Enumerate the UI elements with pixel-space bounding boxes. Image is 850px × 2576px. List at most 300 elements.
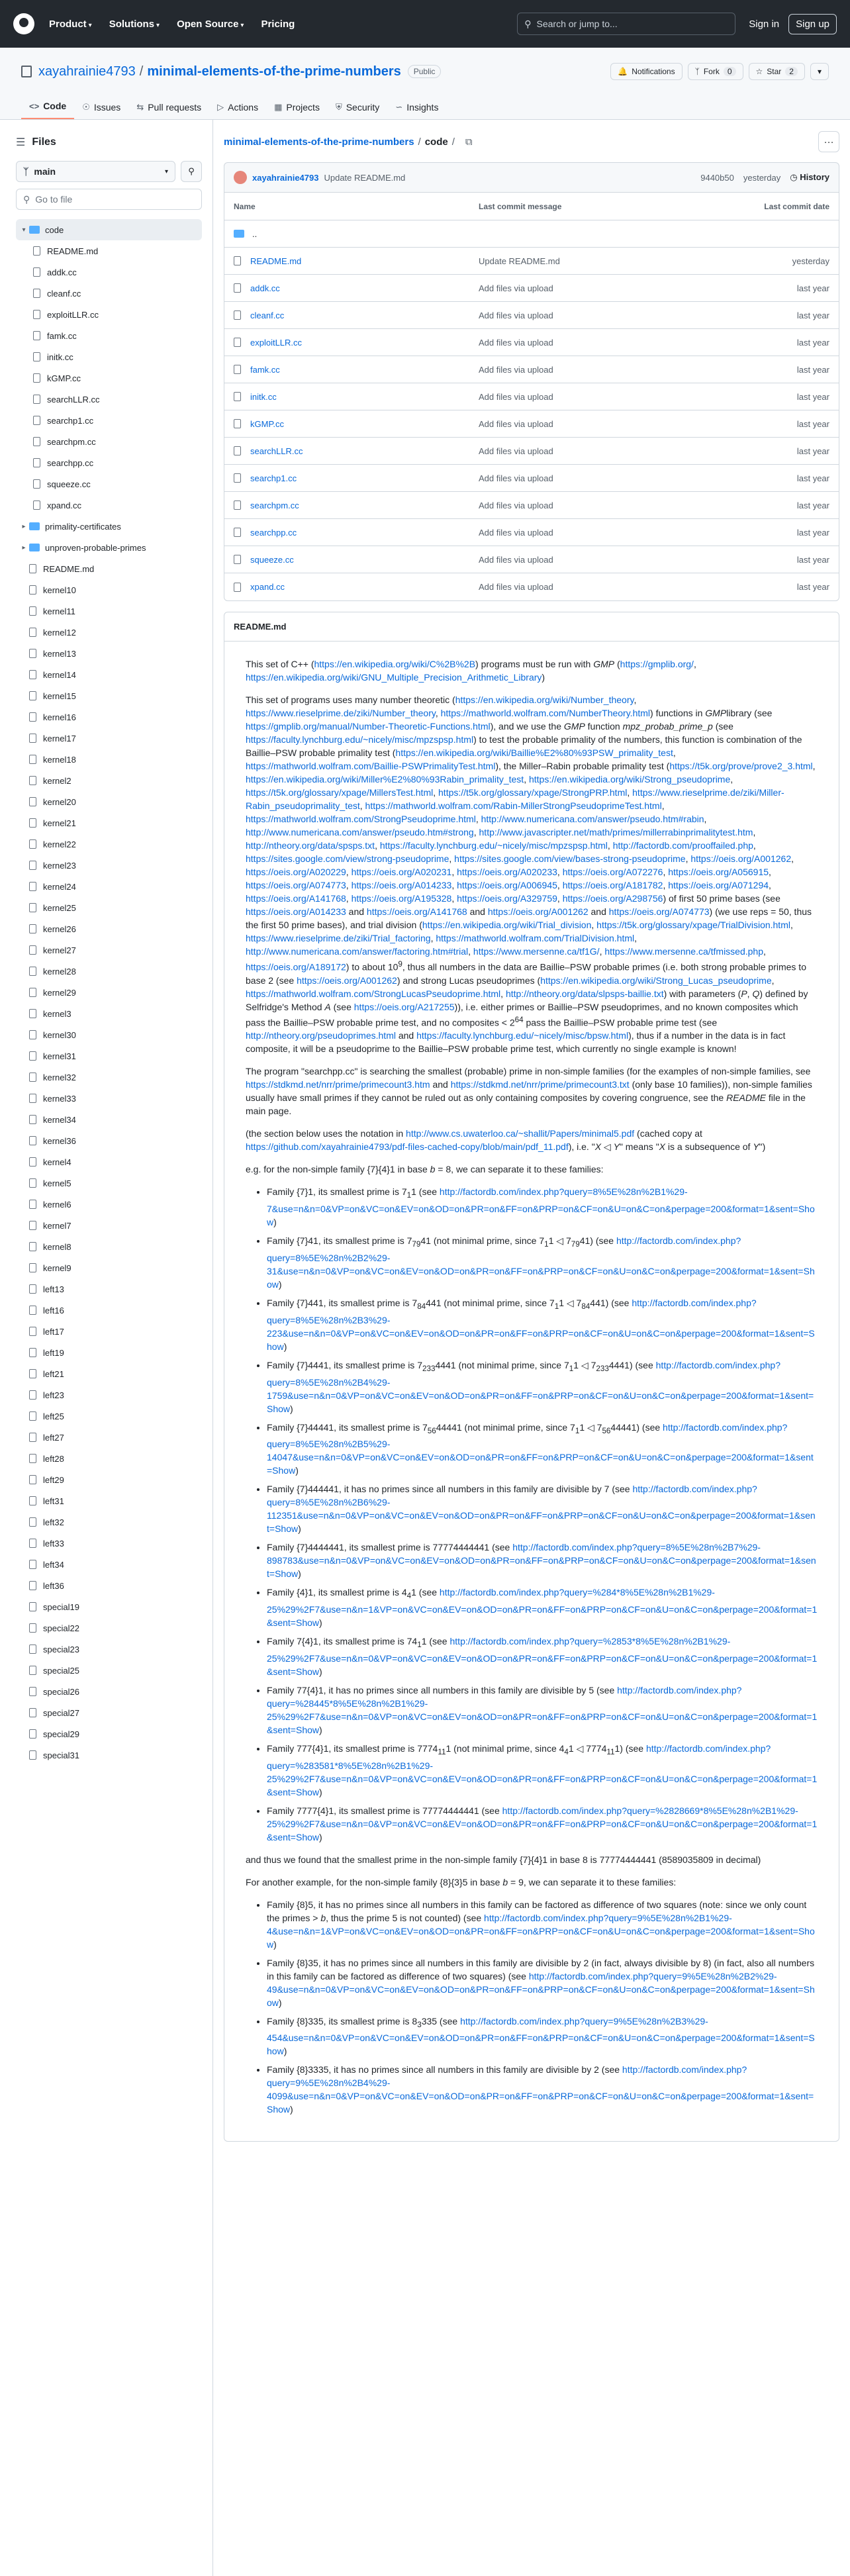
file-icon xyxy=(29,1433,36,1442)
list-item: • Family {7}44441, its smallest prime is $7_{56}44441$ (not minimal prime, since $7_11$ ◁ $7_{56}44441$) (see http://factordb.com/index.php?query=8%5E%28n%2B5%29-14047&use=n&n=0&VP=on&VC=on&EV=on&OD=on&PR=on&FF=on&PRP=on&CF=on&U=on&C=on&perpage=200&format=1&sent=Show) xyxy=(267,1421,818,1478)
file-name-link[interactable]: README.md xyxy=(250,256,302,266)
file-icon xyxy=(29,1390,36,1400)
file-name-link[interactable]: .. xyxy=(252,228,258,239)
readme-link[interactable]: http://factordb.com/index.php?query=8%5E%28n%2B1%29-7&use=n&n=0&VP=on&VC=on&EV=on&OD=on&PR=on&FF=on&PRP=on&CF=on&U=on&C=on&perpage=200&format=1&sent=Show xyxy=(267,1186,815,1228)
readme-link[interactable]: https://oeis.org/A071294 xyxy=(668,880,769,890)
file-icon xyxy=(29,776,36,785)
readme-link[interactable]: https://oeis.org/A006945 xyxy=(457,880,557,890)
commit-date: last year xyxy=(796,391,829,402)
tree-item[interactable]: left33 xyxy=(16,1533,202,1554)
file-icon xyxy=(29,1708,36,1717)
repo-owner-link[interactable]: xayahrainie4793 xyxy=(38,64,136,79)
search-input[interactable]: ⚲ Search or jump to... xyxy=(517,13,735,35)
search-icon: ⚲ xyxy=(23,193,30,205)
tree-item[interactable]: left27 xyxy=(16,1427,202,1448)
tree-item[interactable]: left17 xyxy=(16,1321,202,1342)
readme-panel xyxy=(224,612,839,2142)
table-row[interactable] xyxy=(224,356,839,383)
readme-link[interactable]: https://gmplib.org/ xyxy=(620,659,694,669)
readme-link[interactable]: https://t5k.org/glossary/xpage/StrongPRP.html xyxy=(438,787,628,798)
file-name-link[interactable]: searchpp.cc xyxy=(250,527,297,538)
code-icon: <> xyxy=(29,101,40,111)
file-table xyxy=(224,193,839,601)
tree-item[interactable]: kernel12 xyxy=(16,622,202,643)
readme-link[interactable]: https://oeis.org/A001262 xyxy=(487,906,589,917)
tree-item[interactable]: exploitLLR.cc xyxy=(16,304,202,325)
tab-actions[interactable]: ▷ Actions xyxy=(217,102,259,113)
tree-item[interactable]: squeeze.cc xyxy=(16,473,202,495)
file-icon xyxy=(33,267,40,277)
tree-item[interactable]: kernel5 xyxy=(16,1172,202,1194)
commit-date: last year xyxy=(796,310,829,320)
tab-issues[interactable]: ☉ Issues xyxy=(82,102,121,113)
readme-link[interactable]: https://stdkmd.net/nrr/prime/primecount3.txt xyxy=(450,1079,630,1090)
notifications-button[interactable]: 🔔 Notifications xyxy=(610,63,682,80)
tree-item[interactable]: searchp1.cc xyxy=(16,410,202,431)
branch-selector[interactable]: ᛉ main ▾ xyxy=(16,161,175,182)
readme-link[interactable]: http://ntheory.org/pseudoprimes.html xyxy=(246,1030,396,1041)
file-name-link[interactable]: cleanf.cc xyxy=(250,310,285,320)
readme-link[interactable]: http://factordb.com/index.php?query=9%5E%28n%2B2%29-49&use=n&n=0&VP=on&VC=on&EV=on&OD=on&PR=on&FF=on&PRP=on&CF=on&U=on&C=on&perpage=200&format=1&sent=Show xyxy=(267,1970,815,2008)
tree-item[interactable]: kernel32 xyxy=(16,1067,202,1088)
readme-link[interactable]: https://oeis.org/A001262 xyxy=(690,853,792,864)
tree-item[interactable]: kernel7 xyxy=(16,1215,202,1236)
tree-item[interactable]: kernel22 xyxy=(16,834,202,855)
readme-link[interactable]: https://www.rieselprime.de/ziki/Miller-Rabin_pseudoprimality_test xyxy=(246,787,784,811)
tree-item[interactable]: kernel24 xyxy=(16,876,202,897)
file-name-link[interactable]: addk.cc xyxy=(250,283,280,293)
file-icon xyxy=(33,331,40,340)
readme-paragraph: and thus we found that the smallest prime in the non-simple family {7}{4}1 in base 8 is 77774444441 (8589035809 in decimal) xyxy=(246,1854,761,1865)
readme-link[interactable]: https://oeis.org/A074773 xyxy=(608,906,710,917)
file-icon xyxy=(29,1475,36,1484)
table-row[interactable] xyxy=(224,546,839,573)
tree-item[interactable]: kernel26 xyxy=(16,918,202,939)
file-icon xyxy=(29,585,36,595)
file-name-link[interactable]: squeeze.cc xyxy=(250,554,294,565)
table-row[interactable] xyxy=(224,248,839,275)
tree-item[interactable]: left36 xyxy=(16,1575,202,1596)
commit-message: Add files via upload xyxy=(479,364,553,375)
commit-message: Add files via upload xyxy=(479,446,553,456)
file-icon xyxy=(29,1729,36,1739)
readme-link[interactable]: https://stdkmd.net/nrr/prime/primecount3.htm xyxy=(246,1079,430,1090)
tree-item[interactable]: kernel16 xyxy=(16,706,202,728)
readme-link[interactable]: https://sites.google.com/view/strong-pseudoprime xyxy=(246,853,449,864)
list-item: • Family {7}4444441, its smallest prime is 77774444441 (see http://factordb.com/index.php?query=8%5E%28n%2B7%29-898783&use=n&n=0&VP=on&VC=on&EV=on&OD=on&PR=on&FF=on&PRP=on&CF=on&U=on&C=on&perpage=200&format=1&sent=Show) xyxy=(267,1541,818,1580)
sidebar-title: Files xyxy=(32,136,56,148)
readme-list xyxy=(267,1185,818,1843)
file-icon xyxy=(29,649,36,658)
readme-link[interactable]: https://t5k.org/glossary/xpage/MillersTest.html xyxy=(246,787,434,798)
readme-link[interactable]: https://oeis.org/A181782 xyxy=(562,880,663,890)
readme-link[interactable]: https://oeis.org/A217255 xyxy=(354,1001,455,1012)
list-item: • Family 7{4}1, its smallest prime is $74_11$ (see http://factordb.com/index.php?query=%2853*8%5E%28n%2B1%29-25%29%2F7&use=n&n=0&VP=on&VC=on&EV=on&OD=on&PR=on&FF=on&PRP=on&CF=on&U=on&C=on&perpage=200&format=1&sent=Show) xyxy=(267,1635,818,1678)
readme-link[interactable]: https://oeis.org/A074773 xyxy=(246,880,346,890)
sign-in-link[interactable]: Sign in xyxy=(749,18,780,30)
readme-link[interactable]: https://oeis.org/A195328 xyxy=(351,893,452,904)
tree-item[interactable]: kernel27 xyxy=(16,939,202,961)
tree-item[interactable]: searchpm.cc xyxy=(16,431,202,452)
main-content xyxy=(213,120,850,2576)
readme-link[interactable]: https://oeis.org/A189172 xyxy=(246,961,346,973)
tree-item[interactable]: special27 xyxy=(16,1702,202,1723)
tree-item[interactable]: kernel25 xyxy=(16,897,202,918)
file-icon xyxy=(29,818,36,828)
tree-item[interactable]: kernel30 xyxy=(16,1024,202,1045)
tree-item[interactable]: left32 xyxy=(16,1511,202,1533)
tab-pull-requests[interactable]: ⇆ Pull requests xyxy=(136,102,202,113)
readme-link[interactable]: https://oeis.org/A020231 xyxy=(351,867,452,877)
tree-item[interactable]: left19 xyxy=(16,1342,202,1363)
table-row[interactable] xyxy=(224,438,839,465)
file-icon xyxy=(234,256,241,265)
readme-link[interactable]: http://factordb.com/index.php?query=%284*8%5E%28n%2B1%29-25%29%2F7&use=n&n=1&VP=on&VC=on&EV=on&OD=on&PR=on&FF=on&PRP=on&CF=on&U=on&C=on&perpage=200&format=1&sent=Show xyxy=(267,1587,818,1629)
file-icon xyxy=(29,755,36,764)
tree-item[interactable]: kernel17 xyxy=(16,728,202,749)
file-icon xyxy=(29,1348,36,1357)
list-item: • Family {7}1, its smallest prime is $7_11$ (see http://factordb.com/index.php?query=8%5E%28n%2B1%29-7&use=n&n=0&VP=on&VC=on&EV=on&OD=on&PR=on&FF=on&PRP=on&CF=on&U=on&C=on&perpage=200&format=1&sent=Show) xyxy=(267,1185,818,1229)
tree-item[interactable]: left21 xyxy=(16,1363,202,1384)
file-name-link[interactable]: initk.cc xyxy=(250,391,277,402)
list-item: • Family 7777{4}1, its smallest prime is 77774444441 (see http://factordb.com/index.php?query=%2828669*8%5E%28n%2B1%29-25%29%2F7&use=n&n=0&VP=on&VC=on&EV=on&OD=on&PR=on&FF=on&PRP=on&CF=on&U=on&C=on&perpage=200&format=1&sent=Show) xyxy=(267,1804,818,1844)
file-icon xyxy=(234,310,241,320)
tree-item[interactable]: ▸ primality-certificates xyxy=(16,516,202,537)
tree-item[interactable]: kernel11 xyxy=(16,600,202,622)
security-icon: ⛨ xyxy=(335,102,342,112)
chevron-right-icon: ▸ xyxy=(22,522,26,530)
readme-link[interactable]: https://gmplib.org/manual/Number-Theoretic-Functions.html xyxy=(246,721,491,732)
file-icon xyxy=(29,1327,36,1336)
tree-item[interactable]: left34 xyxy=(16,1554,202,1575)
tree-item[interactable]: left25 xyxy=(16,1406,202,1427)
commit-date: last year xyxy=(796,364,829,375)
tree-item[interactable]: kernel8 xyxy=(16,1236,202,1257)
readme-link[interactable]: https://oeis.org/A329759 xyxy=(457,893,557,904)
readme-link[interactable]: https://github.com/xayahrainie4793/pdf-files-cached-copy/blob/main/pdf_11.pdf xyxy=(246,1141,569,1153)
file-icon xyxy=(29,1517,36,1527)
tree-item[interactable]: kernel21 xyxy=(16,812,202,834)
tree-item[interactable]: kernel13 xyxy=(16,643,202,664)
search-icon: ⚲ xyxy=(524,18,532,29)
tree-item[interactable]: kernel20 xyxy=(16,791,202,812)
file-icon xyxy=(33,395,40,404)
tree-item[interactable]: kernel36 xyxy=(16,1130,202,1151)
readme-link[interactable]: https://www.mersenne.ca/tfmissed.php xyxy=(604,946,764,957)
file-icon xyxy=(29,628,36,637)
commit-message-link[interactable]: Update README.md xyxy=(324,172,406,183)
table-row[interactable] xyxy=(224,383,839,410)
readme-link[interactable]: http://ntheory.org/data/spsps.txt xyxy=(246,840,375,851)
file-icon xyxy=(33,310,40,319)
table-row[interactable] xyxy=(224,329,839,356)
tree-item[interactable]: kernel23 xyxy=(16,855,202,876)
table-row[interactable] xyxy=(224,220,839,248)
file-name-link[interactable]: searchp1.cc xyxy=(250,473,297,483)
bell-icon: 🔔 xyxy=(618,67,628,76)
readme-link[interactable]: http://ntheory.org/data/slpsps-baillie.txt xyxy=(505,988,664,999)
commit-message: Update README.md xyxy=(479,256,560,266)
readme-link[interactable]: http://factordb.com/index.php?query=8%5E%28n%2B5%29-14047&use=n&n=0&VP=on&VC=on&EV=on&OD=on&PR=on&FF=on&PRP=on&CF=on&U=on&C=on&perpage=200&format=1&sent=Show xyxy=(267,1421,814,1476)
tree-item[interactable]: kernel4 xyxy=(16,1151,202,1172)
readme-link[interactable]: https://en.wikipedia.org/wiki/Strong_pseudoprime xyxy=(528,774,731,785)
file-icon xyxy=(29,1539,36,1548)
file-icon xyxy=(29,1263,36,1272)
nav-open-source[interactable]: Open Source ▾ xyxy=(177,18,244,30)
readme-link[interactable]: http://factordb.com/prooffailed.php xyxy=(612,840,753,851)
readme-link[interactable]: https://oeis.org/A072276 xyxy=(562,867,663,877)
table-row[interactable] xyxy=(224,275,839,302)
readme-link[interactable]: https://sites.google.com/view/bases-strong-pseudoprime xyxy=(454,853,686,864)
breadcrumb-repo-link[interactable]: minimal-elements-of-the-prime-numbers xyxy=(224,136,414,148)
readme-link[interactable]: https://mathworld.wolfram.com/StrongLucasPseudoprime.html xyxy=(246,988,501,999)
commit-message: Add files via upload xyxy=(479,337,553,348)
tree-item[interactable]: left23 xyxy=(16,1384,202,1406)
table-row[interactable] xyxy=(224,302,839,329)
more-options-button[interactable] xyxy=(818,131,839,152)
tab-security[interactable]: ⛨ Security xyxy=(335,102,380,113)
file-name-link[interactable]: famk.cc xyxy=(250,364,280,375)
table-row[interactable] xyxy=(224,519,839,546)
readme-link[interactable]: https://en.wikipedia.org/wiki/Number_theory xyxy=(455,694,634,705)
file-name-link[interactable]: searchLLR.cc xyxy=(250,446,303,456)
file-icon xyxy=(33,289,40,298)
readme-link[interactable]: https://www.rieselprime.de/ziki/Number_theory xyxy=(246,708,436,718)
tree-item[interactable]: initk.cc xyxy=(16,346,202,367)
file-icon xyxy=(29,797,36,806)
latest-commit-bar xyxy=(224,162,839,193)
file-icon xyxy=(29,1581,36,1590)
tree-item[interactable]: kernel18 xyxy=(16,749,202,770)
fork-button[interactable]: ᛉ Fork 0 xyxy=(688,63,743,80)
readme-link[interactable]: https://mathworld.wolfram.com/Rabin-MillerStrongPseudoprimeTest.html xyxy=(365,800,662,811)
tree-item[interactable]: kernel2 xyxy=(16,770,202,791)
tree-item[interactable]: left31 xyxy=(16,1490,202,1511)
file-icon xyxy=(234,501,241,510)
readme-content xyxy=(224,642,839,2141)
file-icon xyxy=(29,1306,36,1315)
readme-link[interactable]: http://factordb.com/index.php?query=9%5E%28n%2B1%29-4&use=n&n=1&VP=on&VC=on&EV=on&OD=on&PR=on&FF=on&PRP=on&CF=on&U=on&C=on&perpage=200&format=1&sent=Show xyxy=(267,1912,815,1950)
readme-link[interactable]: http://factordb.com/index.php?query=8%5E%28n%2B2%29-31&use=n&n=0&VP=on&VC=on&EV=on&OD=on&PR=on&FF=on&PRP=on&CF=on&U=on&C=on&perpage=200&format=1&sent=Show xyxy=(267,1235,815,1290)
tab-insights[interactable]: ∽ Insights xyxy=(395,102,439,113)
tree-item[interactable]: special19 xyxy=(16,1596,202,1617)
commit-date: yesterday xyxy=(792,256,829,266)
readme-link[interactable]: https://t5k.org/prove/prove2_3.html xyxy=(669,761,813,771)
tree-item[interactable]: kernel10 xyxy=(16,579,202,600)
folder-icon xyxy=(29,544,40,551)
readme-link[interactable]: http://factordb.com/index.php?query=%28445*8%5E%28n%2B1%29-25%29%2F7&use=n&n=0&VP=on&VC=on&EV=on&OD=on&PR=on&FF=on&PRP=on&CF=on&U=on&C=on&perpage=200&format=1&sent=Show xyxy=(267,1684,818,1735)
readme-link[interactable]: http://factordb.com/index.php?query=9%5E%28n%2B4%29-4099&use=n&n=0&VP=on&VC=on&EV=on&OD=on&PR=on&FF=on&PRP=on&CF=on&U=on&C=on&perpage=200&format=1&sent=Show xyxy=(267,2064,814,2115)
readme-link[interactable]: https://en.wikipedia.org/wiki/Trial_division xyxy=(422,920,592,930)
history-button[interactable]: ◷ History xyxy=(790,172,829,182)
readme-link[interactable]: https://oeis.org/A001262 xyxy=(297,975,397,986)
readme-link[interactable]: http://factordb.com/index.php?query=%283581*8%5E%28n%2B1%29-25%29%2F7&use=n&n=0&VP=on&VC=on&EV=on&OD=on&PR=on&FF=on&PRP=on&CF=on&U=on&C=on&perpage=200&format=1&sent=Show xyxy=(267,1742,818,1797)
tree-item[interactable]: famk.cc xyxy=(16,325,202,346)
tree-item[interactable]: README.md xyxy=(16,240,202,262)
readme-link[interactable]: http://www.cs.uwaterloo.ca/~shallit/Papers/minimal5.pdf xyxy=(406,1128,635,1139)
readme-link[interactable]: https://en.wikipedia.org/wiki/GNU_Multiple_Precision_Arithmetic_Library xyxy=(246,672,542,683)
avatar[interactable] xyxy=(234,171,247,184)
readme-link[interactable]: http://factordb.com/index.php?query=9%5E%28n%2B3%29-454&use=n&n=0&VP=on&VC=on&EV=on&OD=on&PR=on&FF=on&PRP=on&CF=on&U=on&C=on&perpage=200&format=1&sent=Show xyxy=(267,2015,815,2057)
readme-link[interactable]: https://faculty.lynchburg.edu/~nicely/misc/mpzspsp.html xyxy=(379,840,608,851)
file-name-link[interactable]: kGMP.cc xyxy=(250,418,285,429)
tree-item[interactable]: special26 xyxy=(16,1681,202,1702)
tree-item[interactable]: kernel33 xyxy=(16,1088,202,1109)
commit-message: Add files via upload xyxy=(479,500,553,510)
tree-item[interactable]: left29 xyxy=(16,1469,202,1490)
file-icon xyxy=(29,967,36,976)
tree-item[interactable]: kGMP.cc xyxy=(16,367,202,389)
readme-link[interactable]: https://www.rieselprime.de/ziki/Trial_factoring xyxy=(246,933,431,943)
tree-item[interactable]: xpand.cc xyxy=(16,495,202,516)
sign-up-button[interactable]: Sign up xyxy=(788,14,837,34)
star-dropdown-button[interactable] xyxy=(810,63,829,80)
star-button[interactable]: ☆ Star 2 xyxy=(749,63,805,80)
tree-item[interactable]: kernel9 xyxy=(16,1257,202,1278)
commit-time: yesterday xyxy=(743,172,781,183)
list-item: • Family {8}35, it has no primes since all numbers in this family are divisible by 2 (in fact, always divisible by 8) (in fact, also all numbers in this family can be factored as difference of two squares) (see http://factordb.com/index.php?query=9%5E%28n%2B2%29-49&use=n&n=0&VP=on&VC=on&EV=on&OD=on&PR=on&FF=on&PRP=on&CF=on&U=on&C=on&perpage=200&format=1&sent=Show) xyxy=(267,1956,818,2009)
file-icon xyxy=(33,479,40,489)
repository-header: xayahrainie4793 / minimal-elements-of-the-prime-numbers Public 🔔 Notifications ᛉ Fork 0 ☆ Star 2 ▾ <> Code ☉ Issues ⇆ Pull requests ▷ Actions ▦ Projects ⛨ Security ∽ Insights xyxy=(0,48,850,120)
tree-item[interactable]: left13 xyxy=(16,1278,202,1300)
nav-pricing[interactable]: Pricing xyxy=(261,18,295,30)
tree-item[interactable]: kernel3 xyxy=(16,1003,202,1024)
tab-code[interactable]: <> Code xyxy=(21,94,74,119)
tree-item[interactable]: searchLLR.cc xyxy=(16,389,202,410)
readme-link[interactable]: https://faculty.lynchburg.edu/~nicely/misc/bpsw.html xyxy=(416,1030,629,1041)
file-name-link[interactable]: exploitLLR.cc xyxy=(250,337,303,348)
folder-icon xyxy=(29,226,40,234)
tree-item[interactable]: kernel29 xyxy=(16,982,202,1003)
readme-link[interactable]: https://en.wikipedia.org/wiki/Miller%E2%80%93Rabin_primality_test xyxy=(246,774,524,785)
tree-item[interactable]: special25 xyxy=(16,1660,202,1681)
tree-item[interactable]: kernel31 xyxy=(16,1045,202,1067)
tree-item[interactable]: kernel14 xyxy=(16,664,202,685)
chevron-down-icon: ▾ xyxy=(817,67,822,76)
readme-link[interactable]: http://www.numericana.com/answer/pseudo.htm#rabin xyxy=(481,814,704,824)
readme-link[interactable]: http://factordb.com/index.php?query=%2853*8%5E%28n%2B1%29-25%29%2F7&use=n&n=0&VP=on&VC=on&EV=on&OD=on&PR=on&FF=on&PRP=on&CF=on&U=on&C=on&perpage=200&format=1&sent=Show xyxy=(267,1636,818,1677)
readme-link[interactable]: http://www.numericana.com/answer/factoring.htm#trial xyxy=(246,946,469,957)
readme-link[interactable]: https://mathworld.wolfram.com/Baillie-PSWPrimalityTest.html xyxy=(246,761,496,771)
list-item: • Family 777{4}1, its smallest prime is $7774_{11}1$ (not minimal prime, since $4_41$ ◁ $7774_{11}1$) (see http://factordb.com/index.php?query=%283581*8%5E%28n%2B1%29-25%29%2F7&use=n&n=0&VP=on&VC=on&EV=on&OD=on&PR=on&FF=on&PRP=on&CF=on&U=on&C=on&perpage=200&format=1&sent=Show) xyxy=(267,1742,818,1799)
list-item: • Family {7}4441, its smallest prime is $7_{233}4441$ (not minimal prime, since $7_11$ ◁ $7_{233}4441$) (see http://factordb.com/index.php?query=8%5E%28n%2B4%29-1759&use=n&n=0&VP=on&VC=on&EV=on&OD=on&PR=on&FF=on&PRP=on&CF=on&U=on&C=on&perpage=200&format=1&sent=Show) xyxy=(267,1359,818,1415)
projects-icon: ▦ xyxy=(274,102,283,112)
file-icon xyxy=(29,1051,36,1061)
file-icon xyxy=(29,1496,36,1505)
readme-link[interactable]: https://mathworld.wolfram.com/StrongPseudoprime.html xyxy=(246,814,476,824)
repo-name-link[interactable]: minimal-elements-of-the-prime-numbers xyxy=(147,64,401,79)
file-name-link[interactable]: xpand.cc xyxy=(250,582,285,592)
tree-item[interactable]: special29 xyxy=(16,1723,202,1744)
commit-author-link[interactable]: xayahrainie4793 xyxy=(252,172,319,183)
readme-link[interactable]: http://factordb.com/index.php?query=8%5E%28n%2B3%29-223&use=n&n=0&VP=on&VC=on&EV=on&OD=on&PR=on&FF=on&PRP=on&CF=on&U=on&C=on&perpage=200&format=1&sent=Show xyxy=(267,1297,815,1352)
file-icon xyxy=(29,1073,36,1082)
go-to-file-input[interactable]: ⚲ Go to file xyxy=(16,189,202,210)
readme-link[interactable]: https://mathworld.wolfram.com/NumberTheory.html xyxy=(440,708,651,718)
readme-link[interactable]: https://en.wikipedia.org/wiki/Baillie%E2%80%93PSW_primality_test xyxy=(395,747,673,758)
table-row[interactable] xyxy=(224,573,839,600)
table-row[interactable] xyxy=(224,492,839,519)
readme-link[interactable]: https://t5k.org/glossary/xpage/TrialDivision.html xyxy=(596,920,790,930)
readme-link[interactable]: https://oeis.org/A014233 xyxy=(246,906,346,917)
file-icon xyxy=(234,555,241,564)
nav-solutions[interactable]: Solutions ▾ xyxy=(109,18,160,30)
readme-link[interactable]: http://factordb.com/index.php?query=%2828669*8%5E%28n%2B1%29-25%29%2F7&use=n&n=0&VP=on&VC=on&EV=on&OD=on&PR=on&FF=on&PRP=on&CF=on&U=on&C=on&perpage=200&format=1&sent=Show xyxy=(267,1805,818,1842)
readme-link[interactable]: https://www.mersenne.ca/tf1G/ xyxy=(473,946,600,957)
tree-item[interactable]: special22 xyxy=(16,1617,202,1639)
readme-link[interactable]: http://factordb.com/index.php?query=8%5E%28n%2B7%29-898783&use=n&n=0&VP=on&VC=on&EV=on&OD=on&PR=on&FF=on&PRP=on&CF=on&U=on&C=on&perpage=200&format=1&sent=Show xyxy=(267,1542,816,1580)
file-icon xyxy=(33,246,40,256)
readme-link[interactable]: https://faculty.lynchburg.edu/~nicely/misc/mpzspsp.html xyxy=(246,734,474,745)
readme-link[interactable]: https://oeis.org/A014233 xyxy=(351,880,452,890)
file-icon xyxy=(234,365,241,374)
tree-item[interactable]: kernel34 xyxy=(16,1109,202,1130)
tree-item[interactable]: ▸ unproven-probable-primes xyxy=(16,537,202,558)
list-item: • Family {4}1, its smallest prime is $4_41$ (see http://factordb.com/index.php?query=%284*8%5E%28n%2B1%29-25%29%2F7&use=n&n=1&VP=on&VC=on&EV=on&OD=on&PR=on&FF=on&PRP=on&CF=on&U=on&C=on&perpage=200&format=1&sent=Show) xyxy=(267,1586,818,1629)
readme-link[interactable]: https://oeis.org/A298756 xyxy=(562,893,663,904)
file-name-link[interactable]: searchpm.cc xyxy=(250,500,299,510)
tree-item[interactable]: ▾ code xyxy=(16,219,202,240)
readme-link[interactable]: https://oeis.org/A056915 xyxy=(668,867,769,877)
tree-item[interactable]: searchpp.cc xyxy=(16,452,202,473)
tree-item[interactable]: kernel15 xyxy=(16,685,202,706)
readme-link[interactable]: https://en.wikipedia.org/wiki/Strong_Lucas_pseudoprime xyxy=(540,975,772,986)
tree-item[interactable]: kernel28 xyxy=(16,961,202,982)
commit-date: last year xyxy=(796,337,829,348)
readme-link[interactable]: https://oeis.org/A141768 xyxy=(246,893,346,904)
tree-item[interactable]: special31 xyxy=(16,1744,202,1766)
readme-link[interactable]: http://factordb.com/index.php?query=8%5E%28n%2B4%29-1759&use=n&n=0&VP=on&VC=on&EV=on&OD=on&PR=on&FF=on&PRP=on&CF=on&U=on&C=on&perpage=200&format=1&sent=Show xyxy=(267,1359,814,1414)
tab-projects[interactable]: ▦ Projects xyxy=(274,102,320,113)
copy-path-icon[interactable]: ⧉ xyxy=(465,136,473,148)
readme-link[interactable]: http://www.numericana.com/answer/pseudo.htm#strong xyxy=(246,827,474,837)
file-icon xyxy=(29,1560,36,1569)
readme-link[interactable]: http://www.javascripter.net/math/primes/millerrabinprimalitytest.htm xyxy=(479,827,753,837)
table-row[interactable] xyxy=(224,465,839,492)
commit-message: Add files via upload xyxy=(479,582,553,592)
readme-paragraph: (the section below uses the notation in http://www.cs.uwaterloo.ca/~shallit/Papers/minimal5.pdf (cached copy at https://github.com/xayahrainie4793/pdf-files-cached-copy/blob/main/pdf_11.pdf), i.e. "X ◁ Y" means "X is a subsequence of Y") xyxy=(246,1128,766,1153)
list-item: • Family {7}444441, it has no primes since all numbers in this family are divisible by 7 (see http://factordb.com/index.php?query=8%5E%28n%2B6%29-112351&use=n&n=0&VP=on&VC=on&EV=on&OD=on&PR=on&FF=on&PRP=on&CF=on&U=on&C=on&perpage=200&format=1&sent=Show) xyxy=(267,1482,818,1535)
tree-item[interactable]: left16 xyxy=(16,1300,202,1321)
commit-message: Add files via upload xyxy=(479,310,553,320)
tree-item[interactable]: special23 xyxy=(16,1639,202,1660)
search-files-button[interactable] xyxy=(181,161,202,182)
readme-link[interactable]: https://en.wikipedia.org/wiki/C%2B%2B xyxy=(314,659,476,669)
readme-link[interactable]: https://mathworld.wolfram.com/TrialDivision.html xyxy=(436,933,635,943)
commit-hash-link[interactable]: 9440b50 xyxy=(700,172,734,183)
nav-product[interactable]: Product ▾ xyxy=(49,18,92,30)
file-icon xyxy=(33,458,40,467)
actions-icon: ▷ xyxy=(217,102,224,112)
tree-item[interactable]: addk.cc xyxy=(16,262,202,283)
file-icon xyxy=(29,1157,36,1167)
commit-message: Add files via upload xyxy=(479,554,553,565)
tree-item[interactable]: README.md xyxy=(16,558,202,579)
table-row[interactable] xyxy=(224,410,839,438)
readme-link[interactable]: https://oeis.org/A141768 xyxy=(366,906,467,917)
tree-item[interactable]: kernel6 xyxy=(16,1194,202,1215)
readme-link[interactable]: https://oeis.org/A020233 xyxy=(457,867,557,877)
tree-item[interactable]: left28 xyxy=(16,1448,202,1469)
readme-link[interactable]: http://factordb.com/index.php?query=8%5E%28n%2B6%29-112351&use=n&n=0&VP=on&VC=on&EV=on&OD=on&PR=on&FF=on&PRP=on&CF=on&U=on&C=on&perpage=200&format=1&sent=Show xyxy=(267,1484,816,1535)
github-logo-icon[interactable] xyxy=(13,13,34,34)
sidebar-toggle-icon[interactable]: ☰ xyxy=(16,137,26,148)
file-icon xyxy=(33,416,40,425)
tree-item[interactable]: cleanf.cc xyxy=(16,283,202,304)
readme-link[interactable]: https://oeis.org/A020229 xyxy=(246,867,346,877)
file-icon xyxy=(29,1284,36,1294)
file-icon xyxy=(33,437,40,446)
